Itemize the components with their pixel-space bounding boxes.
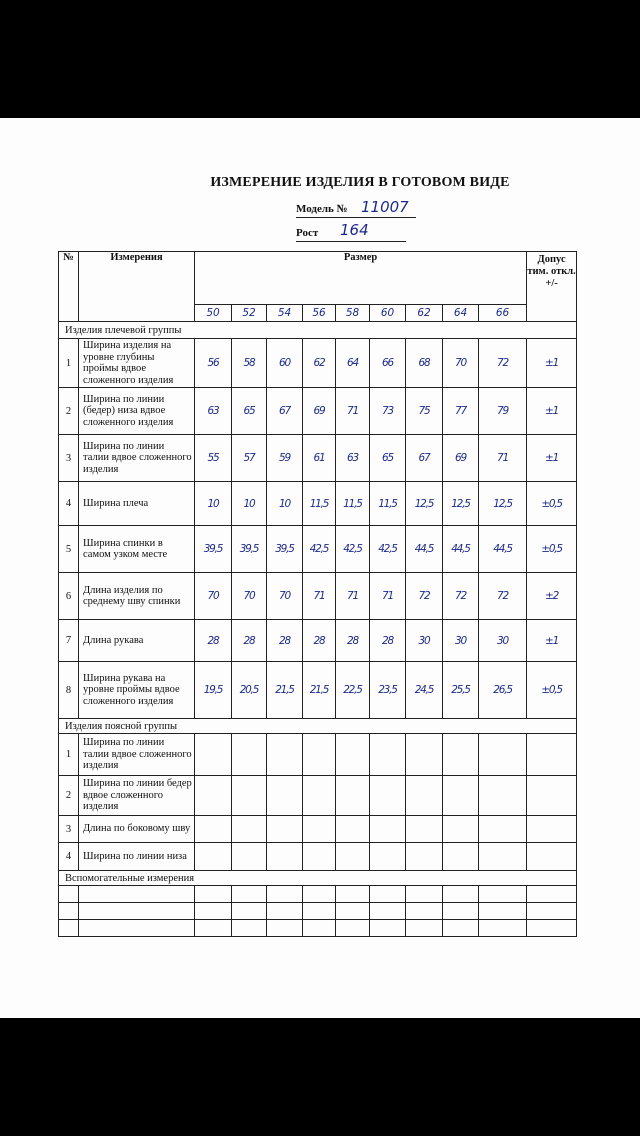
- measurement-value: 70: [443, 339, 479, 388]
- measurement-value: 67: [267, 388, 303, 435]
- model-value: 11007: [361, 198, 409, 216]
- empty-cell: [479, 886, 527, 903]
- empty-cell: [370, 734, 406, 776]
- row-number: 5: [59, 526, 79, 573]
- empty-cell: [443, 843, 479, 871]
- measurement-value: 39,5: [195, 526, 232, 573]
- measurement-value: 79: [479, 388, 527, 435]
- measurement-value: 70: [195, 573, 232, 620]
- measurement-value: 66: [370, 339, 406, 388]
- empty-cell: [527, 843, 577, 871]
- measurement-name: Ширина по линии (бедер) низа вдвое сложенного изделия: [79, 388, 195, 435]
- empty-cell: [59, 886, 79, 903]
- empty-cell: [303, 920, 336, 937]
- row-number: 1: [59, 734, 79, 776]
- table-row: [59, 843, 577, 871]
- size-header-cell: 52: [232, 305, 267, 322]
- empty-cell: [267, 920, 303, 937]
- measurement-value: 71: [336, 388, 370, 435]
- table-row: [59, 435, 577, 482]
- height-label: Рост: [296, 227, 319, 239]
- section-shoulder: Изделия плечевой группы: [59, 322, 577, 339]
- empty-cell: [232, 920, 267, 937]
- empty-cell: [232, 816, 267, 843]
- measurement-value: 28: [336, 620, 370, 662]
- measurement-value: 73: [370, 388, 406, 435]
- empty-cell: [303, 886, 336, 903]
- row-number: 4: [59, 482, 79, 526]
- empty-cell: [336, 776, 370, 816]
- empty-cell: [336, 920, 370, 937]
- row-number: 8: [59, 662, 79, 719]
- empty-cell: [406, 920, 443, 937]
- empty-cell: [443, 776, 479, 816]
- measurement-name: Ширина рукава на уровне проймы вдвое сложенного изделия: [79, 662, 195, 719]
- measurement-value: 69: [303, 388, 336, 435]
- measurement-value: 11,5: [303, 482, 336, 526]
- measurement-value: 67: [406, 435, 443, 482]
- measurement-value: 28: [370, 620, 406, 662]
- empty-cell: [195, 886, 232, 903]
- empty-cell: [267, 816, 303, 843]
- empty-cell: [336, 886, 370, 903]
- table-row: [59, 573, 577, 620]
- measurement-value: 42,5: [336, 526, 370, 573]
- empty-cell: [195, 843, 232, 871]
- measurement-value: 57: [232, 435, 267, 482]
- measurement-value: 28: [267, 620, 303, 662]
- empty-cell: [370, 886, 406, 903]
- measurement-value: 42,5: [303, 526, 336, 573]
- empty-cell: [59, 903, 79, 920]
- tolerance-value: ±1: [527, 339, 577, 388]
- measurement-value: 44,5: [406, 526, 443, 573]
- empty-cell: [79, 886, 195, 903]
- empty-cell: [267, 903, 303, 920]
- measurement-value: 44,5: [443, 526, 479, 573]
- empty-cell: [303, 903, 336, 920]
- size-header-cell: 54: [267, 305, 303, 322]
- measurement-value: 11,5: [370, 482, 406, 526]
- empty-cell: [479, 843, 527, 871]
- row-number: 3: [59, 435, 79, 482]
- height-field: [296, 221, 406, 242]
- measurement-value: 12,5: [479, 482, 527, 526]
- empty-cell: [232, 903, 267, 920]
- header-size: Размер: [195, 252, 527, 305]
- size-header-cell: 66: [479, 305, 527, 322]
- measurement-name: Длина рукава: [79, 620, 195, 662]
- empty-cell: [195, 776, 232, 816]
- measurement-value: 30: [443, 620, 479, 662]
- measurement-value: 39,5: [267, 526, 303, 573]
- measurement-value: 28: [195, 620, 232, 662]
- measurement-value: 10: [195, 482, 232, 526]
- tolerance-value: ±0,5: [527, 482, 577, 526]
- measurement-value: 12,5: [443, 482, 479, 526]
- measurement-value: 72: [406, 573, 443, 620]
- empty-cell: [303, 816, 336, 843]
- empty-cell: [406, 734, 443, 776]
- measurement-value: 60: [267, 339, 303, 388]
- measurement-value: 72: [443, 573, 479, 620]
- row-number: 7: [59, 620, 79, 662]
- measurement-value: 64: [336, 339, 370, 388]
- measurement-name: Ширина изделия на уровне глубины проймы вдвое сложенного изделия: [79, 339, 195, 388]
- empty-cell: [195, 816, 232, 843]
- measurement-value: 20,5: [232, 662, 267, 719]
- size-header-cell: 60: [370, 305, 406, 322]
- height-value: 164: [340, 221, 369, 239]
- empty-cell: [79, 903, 195, 920]
- measurement-value: 12,5: [406, 482, 443, 526]
- empty-cell: [527, 734, 577, 776]
- tolerance-value: ±2: [527, 573, 577, 620]
- measurement-table: [58, 251, 577, 937]
- empty-cell: [479, 920, 527, 937]
- measurement-name: Ширина плеча: [79, 482, 195, 526]
- section-waist: Изделия поясной группы: [59, 719, 577, 734]
- measurement-name: Длина изделия по среднему шву спинки: [79, 573, 195, 620]
- table-row: [59, 620, 577, 662]
- measurement-value: 61: [303, 435, 336, 482]
- measurement-name: Ширина по линии талии вдвое сложенного изделия: [79, 435, 195, 482]
- empty-cell: [336, 843, 370, 871]
- measurement-value: 23,5: [370, 662, 406, 719]
- table-row: [59, 526, 577, 573]
- size-header-cell: 56: [303, 305, 336, 322]
- measurement-value: 77: [443, 388, 479, 435]
- empty-cell: [370, 776, 406, 816]
- model-label: Модель №: [296, 203, 348, 215]
- measurement-value: 44,5: [479, 526, 527, 573]
- empty-cell: [303, 776, 336, 816]
- measurement-name: Длина по боковому шву: [79, 816, 195, 843]
- measurement-value: 71: [336, 573, 370, 620]
- measurement-value: 68: [406, 339, 443, 388]
- tolerance-value: ±1: [527, 620, 577, 662]
- table-row: [59, 776, 577, 816]
- table-row: [59, 482, 577, 526]
- measurement-value: 71: [370, 573, 406, 620]
- tolerance-value: ±1: [527, 388, 577, 435]
- size-header-cell: 58: [336, 305, 370, 322]
- tolerance-value: ±0,5: [527, 526, 577, 573]
- measurement-value: 24,5: [406, 662, 443, 719]
- measurement-value: 55: [195, 435, 232, 482]
- empty-cell: [232, 776, 267, 816]
- header-number: №: [59, 252, 79, 322]
- empty-cell: [79, 920, 195, 937]
- document-page: [0, 118, 640, 1018]
- measurement-value: 28: [232, 620, 267, 662]
- measurement-value: 22,5: [336, 662, 370, 719]
- measurement-value: 70: [232, 573, 267, 620]
- measurement-value: 71: [303, 573, 336, 620]
- empty-cell: [195, 920, 232, 937]
- measurement-value: 63: [195, 388, 232, 435]
- empty-cell: [370, 920, 406, 937]
- row-number: 3: [59, 816, 79, 843]
- header-measurement: Измерения: [79, 252, 195, 322]
- table-row: [59, 662, 577, 719]
- empty-cell: [406, 816, 443, 843]
- empty-cell: [336, 816, 370, 843]
- measurement-value: 69: [443, 435, 479, 482]
- empty-cell: [527, 920, 577, 937]
- empty-cell: [443, 920, 479, 937]
- row-number: 2: [59, 388, 79, 435]
- model-field: [296, 200, 416, 218]
- empty-cell: [303, 734, 336, 776]
- empty-cell: [479, 734, 527, 776]
- empty-cell: [527, 776, 577, 816]
- empty-cell: [479, 903, 527, 920]
- empty-cell: [443, 816, 479, 843]
- measurement-name: Ширина спинки в самом узком месте: [79, 526, 195, 573]
- empty-cell: [406, 903, 443, 920]
- table-row: [59, 388, 577, 435]
- empty-cell: [479, 816, 527, 843]
- empty-cell: [195, 734, 232, 776]
- empty-cell: [443, 903, 479, 920]
- measurement-value: 63: [336, 435, 370, 482]
- empty-cell: [267, 843, 303, 871]
- empty-cell: [527, 886, 577, 903]
- empty-cell: [443, 886, 479, 903]
- measurement-value: 10: [232, 482, 267, 526]
- measurement-value: 58: [232, 339, 267, 388]
- table-row: [59, 816, 577, 843]
- measurement-value: 30: [479, 620, 527, 662]
- measurement-value: 65: [370, 435, 406, 482]
- measurement-value: 70: [267, 573, 303, 620]
- measurement-value: 39,5: [232, 526, 267, 573]
- measurement-value: 75: [406, 388, 443, 435]
- row-number: 6: [59, 573, 79, 620]
- measurement-value: 19,5: [195, 662, 232, 719]
- row-number: 1: [59, 339, 79, 388]
- empty-cell: [443, 734, 479, 776]
- empty-cell: [479, 776, 527, 816]
- empty-row: [59, 920, 577, 937]
- empty-cell: [406, 886, 443, 903]
- empty-cell: [232, 843, 267, 871]
- document-title: ИЗМЕРЕНИЕ ИЗДЕЛИЯ В ГОТОВОМ ВИДЕ: [210, 175, 510, 190]
- measurement-value: 72: [479, 339, 527, 388]
- measurement-value: 56: [195, 339, 232, 388]
- measurement-value: 62: [303, 339, 336, 388]
- measurement-name: Ширина по линии бедер вдвое сложенного изделия: [79, 776, 195, 816]
- empty-cell: [336, 903, 370, 920]
- empty-cell: [303, 843, 336, 871]
- empty-cell: [267, 776, 303, 816]
- tolerance-value: ±1: [527, 435, 577, 482]
- empty-row: [59, 903, 577, 920]
- measurement-value: 21,5: [267, 662, 303, 719]
- empty-cell: [527, 903, 577, 920]
- measurement-value: 25,5: [443, 662, 479, 719]
- measurement-value: 21,5: [303, 662, 336, 719]
- row-number: 2: [59, 776, 79, 816]
- empty-cell: [406, 843, 443, 871]
- measurement-value: 28: [303, 620, 336, 662]
- row-number: 4: [59, 843, 79, 871]
- empty-cell: [527, 816, 577, 843]
- measurement-value: 72: [479, 573, 527, 620]
- size-header-cell: 50: [195, 305, 232, 322]
- empty-cell: [370, 816, 406, 843]
- empty-cell: [195, 903, 232, 920]
- measurement-value: 65: [232, 388, 267, 435]
- measurement-value: 11,5: [336, 482, 370, 526]
- empty-cell: [267, 734, 303, 776]
- measurement-value: 30: [406, 620, 443, 662]
- tolerance-value: ±0,5: [527, 662, 577, 719]
- measurement-value: 59: [267, 435, 303, 482]
- table-row: [59, 339, 577, 388]
- empty-cell: [370, 903, 406, 920]
- empty-cell: [267, 886, 303, 903]
- size-header-cell: 64: [443, 305, 479, 322]
- table-row: [59, 734, 577, 776]
- empty-cell: [370, 843, 406, 871]
- measurement-name: Ширина по линии талии вдвое сложенного изделия: [79, 734, 195, 776]
- measurement-value: 10: [267, 482, 303, 526]
- empty-row: [59, 886, 577, 903]
- section-auxiliary: Вспомогательные измерения: [59, 871, 577, 886]
- measurement-value: 71: [479, 435, 527, 482]
- empty-cell: [232, 886, 267, 903]
- size-header-cell: 62: [406, 305, 443, 322]
- header-tolerance: Допус тим. откл. +/-: [527, 252, 577, 322]
- measurement-name: Ширина по линии низа: [79, 843, 195, 871]
- empty-cell: [406, 776, 443, 816]
- empty-cell: [59, 920, 79, 937]
- empty-cell: [232, 734, 267, 776]
- measurement-value: 42,5: [370, 526, 406, 573]
- measurement-value: 26,5: [479, 662, 527, 719]
- empty-cell: [336, 734, 370, 776]
